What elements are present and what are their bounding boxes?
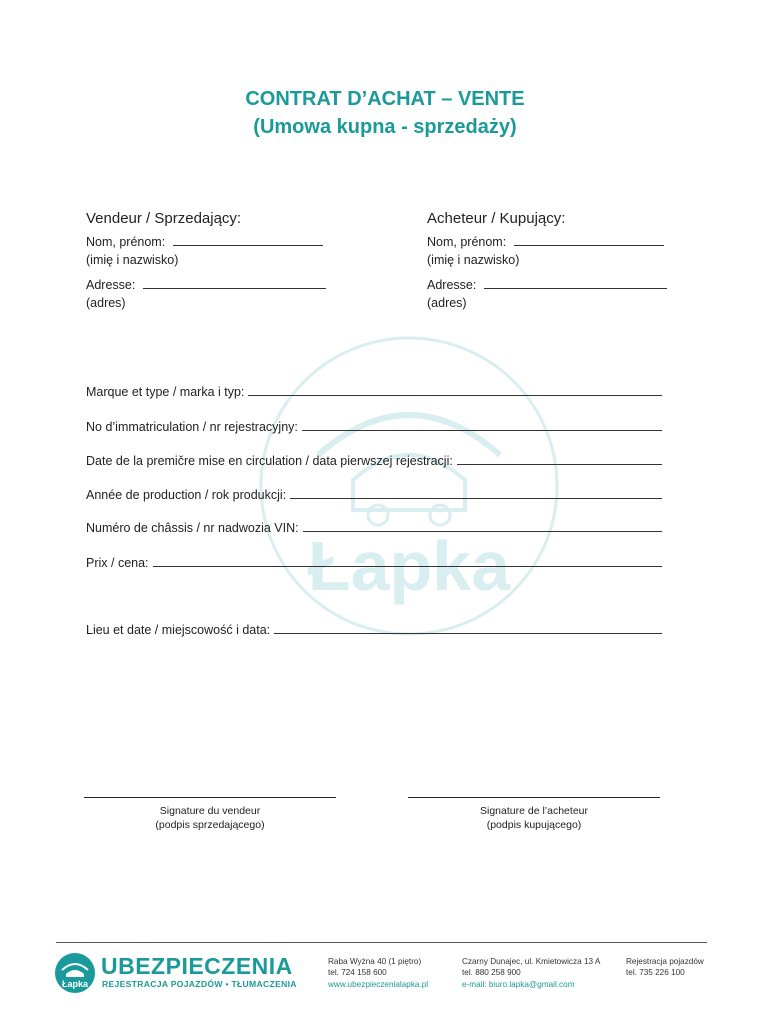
buyer-name-hint: (imię i nazwisko) [427,253,520,267]
office1-address: Raba Wyżna 40 (1 piętro) [328,957,422,966]
brand-type-field[interactable] [248,385,662,396]
watermark-text: Łapka [307,527,511,605]
document-subtitle: (Umowa kupna - sprzedaży) [253,116,517,138]
field-row-registration [86,420,662,434]
email-link[interactable]: e-mail: biuro.lapka@gmail.com [462,980,575,989]
buyer-signature-hint: (podpis kupującego) [486,819,582,831]
seller-signature-hint: (podpis sprzedającego) [155,819,265,831]
seller-address-field[interactable] [143,287,326,289]
price-field[interactable] [153,556,662,567]
logo-text: Łapka [61,979,89,989]
seller-signature-line[interactable] [84,797,336,798]
place-date-field[interactable] [274,623,662,634]
buyer-name-field[interactable] [514,244,664,246]
brand-name: UBEZPIECZENIA [101,953,293,979]
office1-phone: tel. 724 158 600 [328,968,387,977]
production-year-field[interactable] [290,488,662,499]
buyer-address-row [427,278,667,292]
buyer-name-label: Nom, prénom: [427,235,507,249]
buyer-address-hint: (adres) [427,296,467,310]
buyer-address-label: Adresse: [427,278,477,292]
office3-label: Rejestracja pojazdów [626,957,704,966]
seller-address-row [86,278,326,292]
field-row-place-date [86,623,662,637]
field-label: No d’immatriculation / nr rejestracyjny: [86,420,298,434]
buyer-address-field[interactable] [484,287,667,289]
seller-name-hint: (imię i nazwisko) [86,253,179,267]
buyer-signature-line[interactable] [408,797,660,798]
field-label: Numéro de châssis / nr nadwozia VIN: [86,521,299,535]
brand-services: REJESTRACJA POJAZDÓW • TŁUMACZENIA [102,979,297,989]
seller-address-label: Adresse: [86,278,136,292]
field-row-price [86,556,662,570]
seller-heading: Vendeur / Sprzedający: [86,210,242,227]
footer-divider [56,942,707,943]
seller-name-field[interactable] [173,244,323,246]
field-row-brand-type [86,385,662,399]
website-link[interactable]: www.ubezpieczenialapka.pl [328,980,429,989]
field-row-vin [86,521,662,535]
buyer-name-row [427,235,664,249]
seller-name-label: Nom, prénom: [86,235,166,249]
office2-phone: tel. 880 258 900 [462,968,521,977]
vin-field[interactable] [303,521,662,532]
seller-address-hint: (adres) [86,296,126,310]
field-row-production-year [86,488,662,502]
first-registration-date-field[interactable] [457,454,662,465]
office2-address: Czarny Dunajec, ul. Kmietowicza 13 A [462,957,601,966]
seller-signature-label: Signature du vendeur [159,805,261,817]
buyer-signature-label: Signature de l’acheteur [480,805,588,817]
brand-logo-icon [54,952,96,994]
document-title: CONTRAT D’ACHAT – VENTE [245,88,525,110]
registration-number-field[interactable] [302,420,662,431]
seller-name-row [86,235,323,249]
buyer-heading: Acheteur / Kupujący: [427,210,566,227]
office3-phone: tel. 735 226 100 [626,968,685,977]
field-label: Lieu et date / miejscowość i data: [86,623,271,637]
field-label: Prix / cena: [86,556,149,570]
field-row-first-registration [86,454,662,468]
field-label: Année de production / rok produkcji: [86,488,287,502]
field-label: Date de la premičre mise en circulation / data pierwszej rejestracji: [86,454,453,468]
field-label: Marque et type / marka i typ: [86,385,245,399]
watermark-logo [258,335,560,637]
